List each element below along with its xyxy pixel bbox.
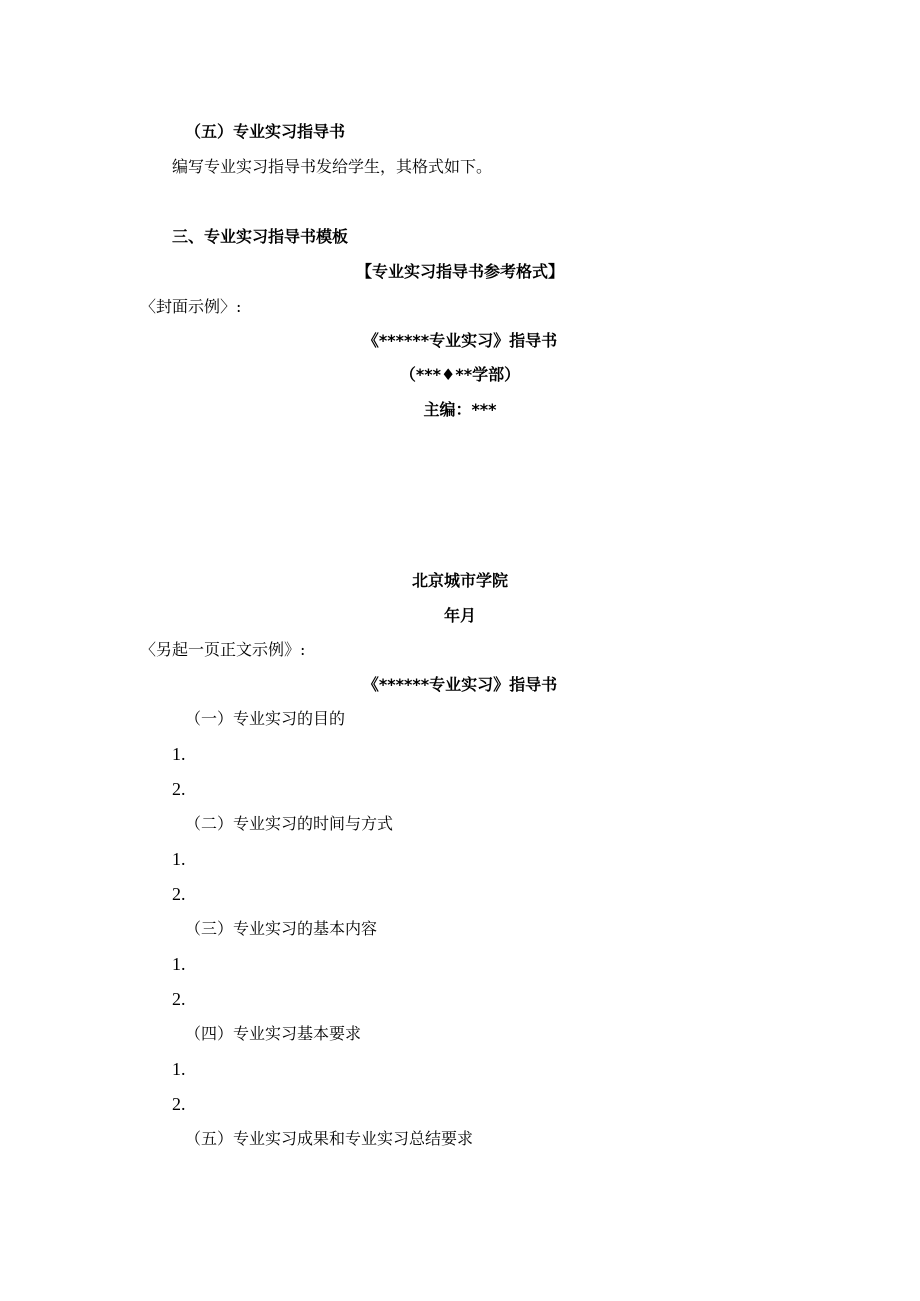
cover-editor: 主编：*** — [423, 400, 497, 419]
section5-body: 编写专业实习指导书发给学生，其格式如下。 — [172, 157, 493, 176]
outline-item-4-1: 1. — [172, 1059, 186, 1079]
cover-example-label: 〈封面示例〉: — [140, 297, 242, 316]
outline-heading-2: （二）专业实习的时间与方式 — [185, 814, 394, 833]
body-title: 《******专业实习》指导书 — [362, 675, 558, 694]
outline-item-4-2: 2. — [172, 1094, 186, 1114]
section5-heading: （五）专业实习指导书 — [185, 122, 346, 141]
cover-title: 《******专业实习》指导书 — [362, 331, 558, 350]
outline-item-1-1: 1. — [172, 744, 186, 764]
outline-heading-3: （三）专业实习的基本内容 — [185, 919, 378, 938]
outline-item-3-1: 1. — [172, 954, 186, 974]
section3-heading: 三、专业实习指导书模板 — [172, 227, 349, 246]
cover-date: 年月 — [443, 606, 476, 625]
ref-format-title: 【专业实习指导书参考格式】 — [355, 262, 564, 281]
cover-dept: （***♦**学部） — [399, 365, 521, 384]
cover-school: 北京城市学院 — [411, 571, 508, 590]
outline-item-1-2: 2. — [172, 779, 186, 799]
outline-item-2-2: 2. — [172, 884, 186, 904]
outline-item-3-2: 2. — [172, 989, 186, 1009]
body-example-label: 〈另起一页正文示例》: — [140, 640, 306, 659]
outline-item-2-1: 1. — [172, 849, 186, 869]
outline-heading-5: （五）专业实习成果和专业实习总结要求 — [185, 1129, 474, 1148]
outline-heading-4: （四）专业实习基本要求 — [185, 1024, 362, 1043]
outline-heading-1: （一）专业实习的目的 — [185, 709, 346, 728]
